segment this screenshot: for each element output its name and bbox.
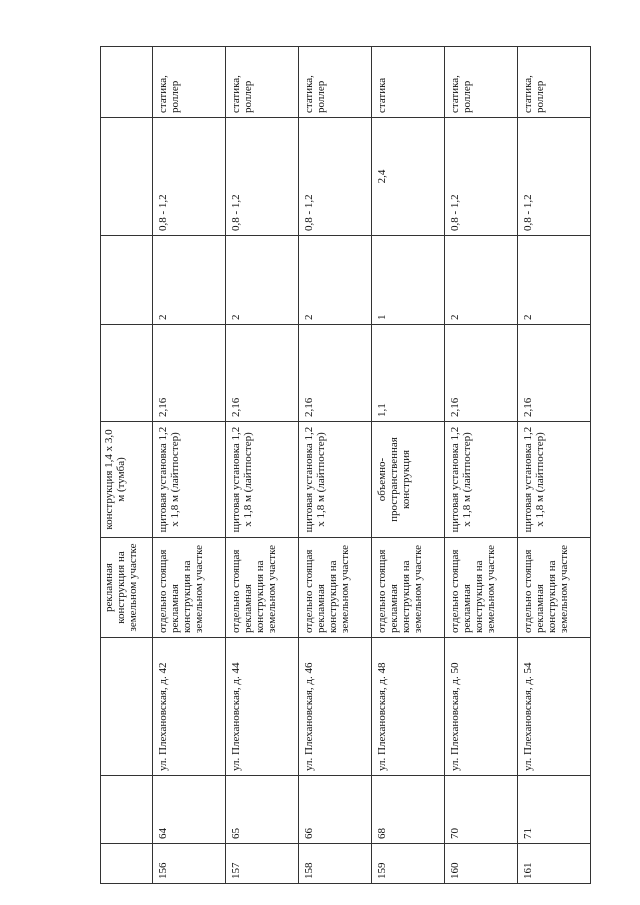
cell-tech: статика, роллер [445, 47, 518, 118]
advertising-structures-table [100, 46, 591, 884]
cell-sides [101, 236, 153, 325]
table-row [445, 47, 518, 884]
cell-area: 1,1 [372, 325, 445, 422]
cell-sides: 2 [445, 236, 518, 325]
cell-num: 157 [226, 844, 299, 884]
cell-area: 2,16 [226, 325, 299, 422]
cell-tech: статика [372, 47, 445, 118]
cell-area: 2,16 [299, 325, 372, 422]
cell-num: 160 [445, 844, 518, 884]
cell-height: 0,8 - 1,2 [153, 118, 226, 236]
cell-view: щитовая установка 1,2 x 1,8 м (лайтпостер) [226, 422, 299, 538]
table-row [518, 47, 591, 884]
table-row [372, 47, 445, 884]
cell-type: отдельно стоящая рекламная конструкция на земельном участке [226, 538, 299, 638]
continuation-row [101, 47, 153, 884]
cell-sides: 2 [153, 236, 226, 325]
cell-type: отдельно стоящая рекламная конструкция на земельном участке [445, 538, 518, 638]
cell-id: 65 [226, 776, 299, 844]
cell-address: ул. Плехановская, д. 46 [299, 638, 372, 776]
cell-tech: статика, роллер [226, 47, 299, 118]
cell-view: щитовая установка 1,2 x 1,8 м (лайтпостер) [518, 422, 591, 538]
cell-sides: 1 [372, 236, 445, 325]
cell-num: 156 [153, 844, 226, 884]
table-row [226, 47, 299, 884]
cell-tech: статика, роллер [299, 47, 372, 118]
table-row [299, 47, 372, 884]
cell-type: отдельно стоящая рекламная конструкция на земельном участке [518, 538, 591, 638]
cell-area [101, 325, 153, 422]
cell-id: 71 [518, 776, 591, 844]
cell-area: 2,16 [153, 325, 226, 422]
table-body [101, 47, 591, 884]
cell-height [101, 118, 153, 236]
cell-height: 0,8 - 1,2 [299, 118, 372, 236]
cell-address [101, 638, 153, 776]
cell-height: 2,4 [372, 118, 445, 236]
cell-tech [101, 47, 153, 118]
cell-sides: 2 [226, 236, 299, 325]
rotated-table-wrapper [100, 47, 590, 884]
cell-height: 0,8 - 1,2 [518, 118, 591, 236]
cell-view: щитовая установка 1,2 x 1,8 м (лайтпостер) [445, 422, 518, 538]
cell-height: 0,8 - 1,2 [445, 118, 518, 236]
cell-num: 158 [299, 844, 372, 884]
cell-view: конструкция 1,4 x 3,0 м (тумба) [101, 422, 153, 538]
cell-address: ул. Плехановская, д. 54 [518, 638, 591, 776]
cell-address: ул. Плехановская, д. 48 [372, 638, 445, 776]
cell-view: щитовая установка 1,2 x 1,8 м (лайтпостер) [299, 422, 372, 538]
cell-type: рекламная конструкция на земельном участке [101, 538, 153, 638]
cell-id: 64 [153, 776, 226, 844]
cell-type: отдельно стоящая рекламная конструкция на земельном участке [153, 538, 226, 638]
cell-id [101, 776, 153, 844]
cell-height: 0,8 - 1,2 [226, 118, 299, 236]
cell-id: 66 [299, 776, 372, 844]
table-row [153, 47, 226, 884]
cell-num [101, 844, 153, 884]
cell-num: 161 [518, 844, 591, 884]
cell-address: ул. Плехановская, д. 42 [153, 638, 226, 776]
cell-tech: статика, роллер [153, 47, 226, 118]
cell-type: отдельно стоящая рекламная конструкция на земельном участке [299, 538, 372, 638]
cell-num: 159 [372, 844, 445, 884]
cell-view: щитовая установка 1,2 x 1,8 м (лайтпостер) [153, 422, 226, 538]
cell-sides: 2 [299, 236, 372, 325]
cell-view: объемно-пространственная конструкция [372, 422, 445, 538]
cell-sides: 2 [518, 236, 591, 325]
cell-address: ул. Плехановская, д. 50 [445, 638, 518, 776]
cell-id: 70 [445, 776, 518, 844]
cell-tech: статика, роллер [518, 47, 591, 118]
cell-address: ул. Плехановская, д. 44 [226, 638, 299, 776]
cell-area: 2,16 [518, 325, 591, 422]
cell-id: 68 [372, 776, 445, 844]
cell-type: отдельно стоящая рекламная конструкция на земельном участке [372, 538, 445, 638]
cell-area: 2,16 [445, 325, 518, 422]
